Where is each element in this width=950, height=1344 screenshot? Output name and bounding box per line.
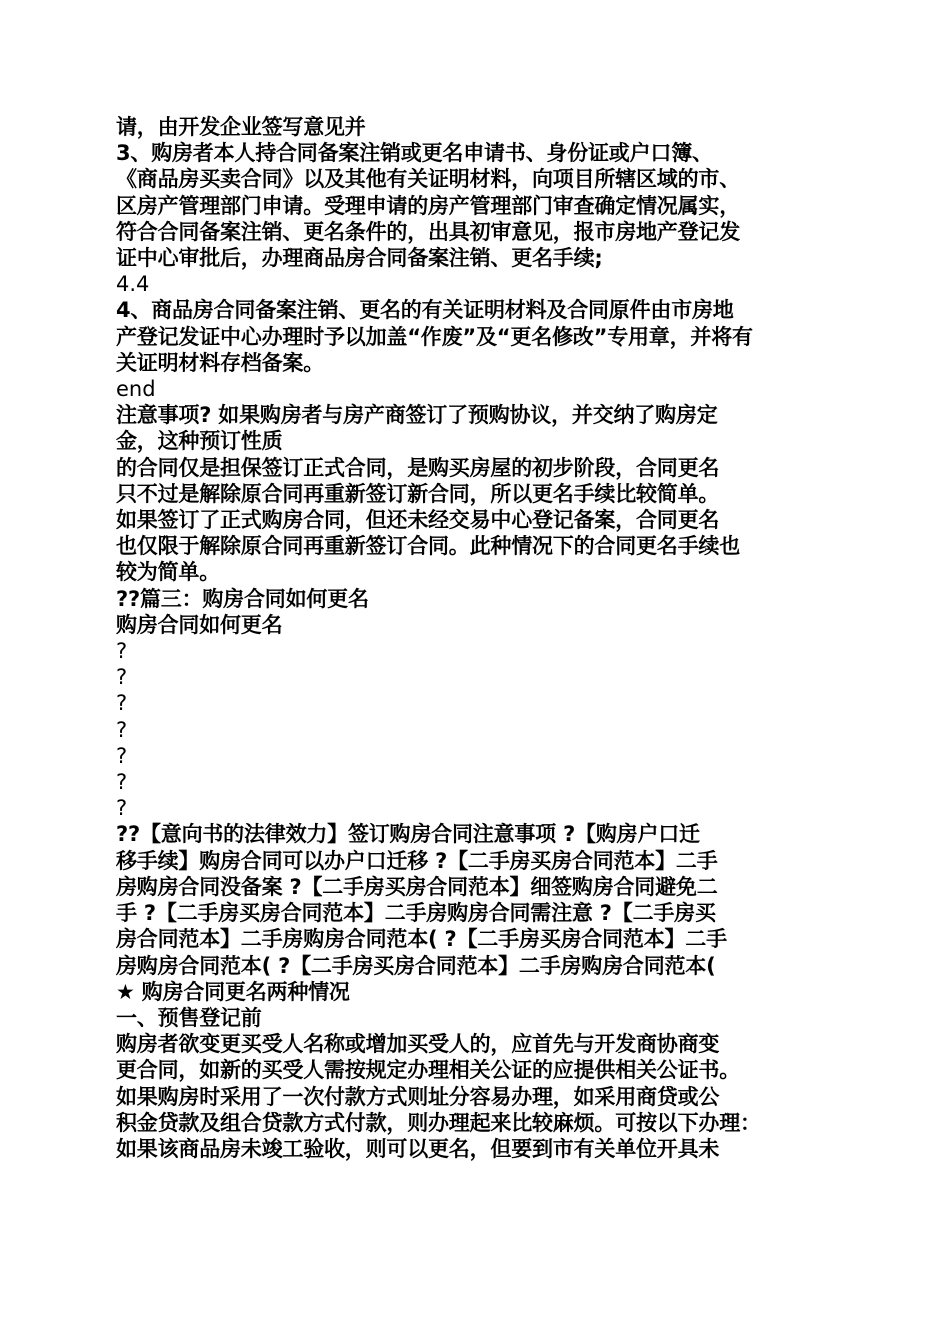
text-line: 更合同，如新的买受人需按规定办理相关公证的应提供相关公证书。 [116,1058,740,1083]
text-line: 如果购房时采用了一次付款方式则址分容易办理，如采用商贷或公 [116,1084,720,1109]
text-line: 注意事项? 如果购房者与房产商签订了预购协议，并交纳了购房定 [116,403,718,428]
text-line: ? [116,743,128,768]
text-line: ? [116,770,128,795]
text-line: 金，这种预订性质 [116,429,283,454]
text-line: 区房产管理部门申请。受理申请的房产管理部门审查确定情况属实， [116,193,740,218]
text-line: 只不过是解除原合同再重新签订新合同，所以更名手续比较简单。 [116,481,720,506]
text-line: 一、预售登记前 [116,1005,262,1030]
text-line: 购房合同如何更名 [116,612,283,637]
text-line: ? [116,717,128,742]
text-line: 关证明材料存档备案。 [116,350,324,375]
text-line: ★ 购房合同更名两种情况 [116,979,350,1004]
text-line: 4、商品房合同备案注销、更名的有关证明材料及合同原件由市房地 [116,298,734,323]
text-line: 证中心审批后，办理商品房合同备案注销、更名手续; [116,246,603,271]
text-line: 请，由开发企业签写意见并 [116,115,366,139]
text-line: 移手续】购房合同可以办户口迁移 ?【二手房买房合同范本】二手 [116,848,718,873]
text-line: 积金贷款及组合贷款方式付款，则办理起来比较麻烦。可按以下办理： [116,1110,761,1135]
document-body [116,114,846,1162]
text-line: 手 ?【二手房买房合同范本】二手房购房合同需注意 ?【二手房买 [116,901,716,926]
text-line: 也仅限于解除原合同再重新签订合同。此种情况下的合同更名手续也 [116,534,740,559]
text-line: 房合同范本】二手房购房合同范本( ?【二手房买房合同范本】二手 [116,927,727,952]
text-line: 《商品房买卖合同》以及其他有关证明材料，向项目所辖区域的市、 [116,167,740,192]
text-line: 如果该商品房未竣工验收，则可以更名，但要到市有关单位开具未 [116,1136,720,1161]
text-line: end [116,377,156,402]
text-line: 购房者欲变更买受人名称或增加买受人的，应首先与开发商协商变 [116,1032,720,1057]
text-line: 的合同仅是担保签订正式合同，是购买房屋的初步阶段，合同更名 [116,455,720,480]
text-line: 较为简单。 [116,560,220,585]
text-line: 如果签订了正式购房合同，但还未经交易中心登记备案，合同更名 [116,508,720,533]
text-line: ??篇三：购房合同如何更名 [116,586,369,611]
text-line: 3、购房者本人持合同备案注销或更名申请书、身份证或户口簿、 [116,141,713,166]
text-line: 4.4 [116,272,150,297]
text-line: 房购房合同没备案 ?【二手房买房合同范本】细签购房合同避免二 [116,874,718,899]
text-line: ? [116,691,128,716]
text-line: 符合合同备案注销、更名条件的，出具初审意见，报市房地产登记发 [116,219,740,244]
text-line: ? [116,665,128,690]
text-line: ? [116,639,128,664]
text-line: ? [116,796,128,821]
text-line: ??【意向书的法律效力】签订购房合同注意事项 ?【购房户口迁 [116,822,700,847]
text-line: 产登记发证中心办理时予以加盖“作废”及“更名修改”专用章，并将有 [116,324,753,349]
text-line: 房购房合同范本( ?【二手房买房合同范本】二手房购房合同范本( [116,953,716,978]
